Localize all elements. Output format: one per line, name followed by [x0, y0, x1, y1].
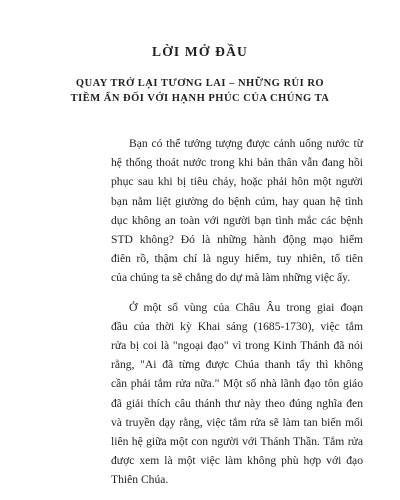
text-line: Ở một số vùng của Châu Âu trong giai đoạn — [129, 300, 363, 314]
chapter-title: LỜI MỞ ĐẦU — [152, 44, 248, 59]
text-line: STD không? Đó là những hành động mạo hiểm — [111, 233, 363, 247]
text-line: và truyền dạy rằng, việc tắm rửa sẽ làm tan biến mối — [111, 415, 363, 429]
text-line: đầu của thời kỳ Khai sáng (1685-1730), việc tắm — [111, 319, 363, 333]
text-line: điên rồ, thậm chí là nguy hiểm, tuy nhiên, tổ tiên — [111, 252, 363, 266]
text-line: Thiên Chúa. — [111, 473, 169, 487]
text-line: bạn nằm liệt giường do bệnh cúm, hay quan hệ tình — [111, 194, 363, 208]
text-line: rửa bị coi là "ngoại đạo" vì trong Kinh Thánh đã nói — [111, 339, 363, 353]
text-line: của chúng ta sẽ chẳng do dự mà làm những việc ấy. — [111, 271, 351, 285]
body-text — [111, 134, 363, 500]
paragraph-2 — [111, 298, 363, 490]
text-line: cần phải tắm rửa nữa." Một số nhà lãnh đạo tôn giáo — [111, 377, 363, 391]
text-line: được xem là một việc làm không phù hợp với đạo — [111, 454, 363, 468]
subtitle-line: TIỀM ẨN ĐỐI VỚI HẠNH PHÚC CỦA CHÚNG TA — [70, 93, 330, 104]
text-line: Bạn có thể tưởng tượng được cảnh uống nước từ — [129, 137, 363, 150]
paragraph-1 — [111, 134, 363, 288]
text-line: đã giải thích câu thánh thư này theo đúng nghĩa đen — [111, 396, 363, 410]
subtitle-line: QUAY TRỞ LẠI TƯƠNG LAI – NHỮNG RỦI RO — [75, 78, 325, 89]
chapter-subtitle — [0, 76, 400, 106]
text-line: phục sau khi bị tiêu chảy, hoặc phải hôn một người — [111, 175, 363, 189]
text-line: liên hệ giữa một con người với Thánh Thần. Tắm rửa — [111, 435, 363, 449]
text-line: dục không an toàn với người bạn tình mắc các bệnh — [111, 213, 363, 227]
text-line: hệ thống thoát nước trong khi bản thân vẫn đang hồi — [111, 156, 363, 170]
text-line: rằng, "Ai đã từng được Chúa thanh tẩy thì không — [111, 358, 363, 372]
